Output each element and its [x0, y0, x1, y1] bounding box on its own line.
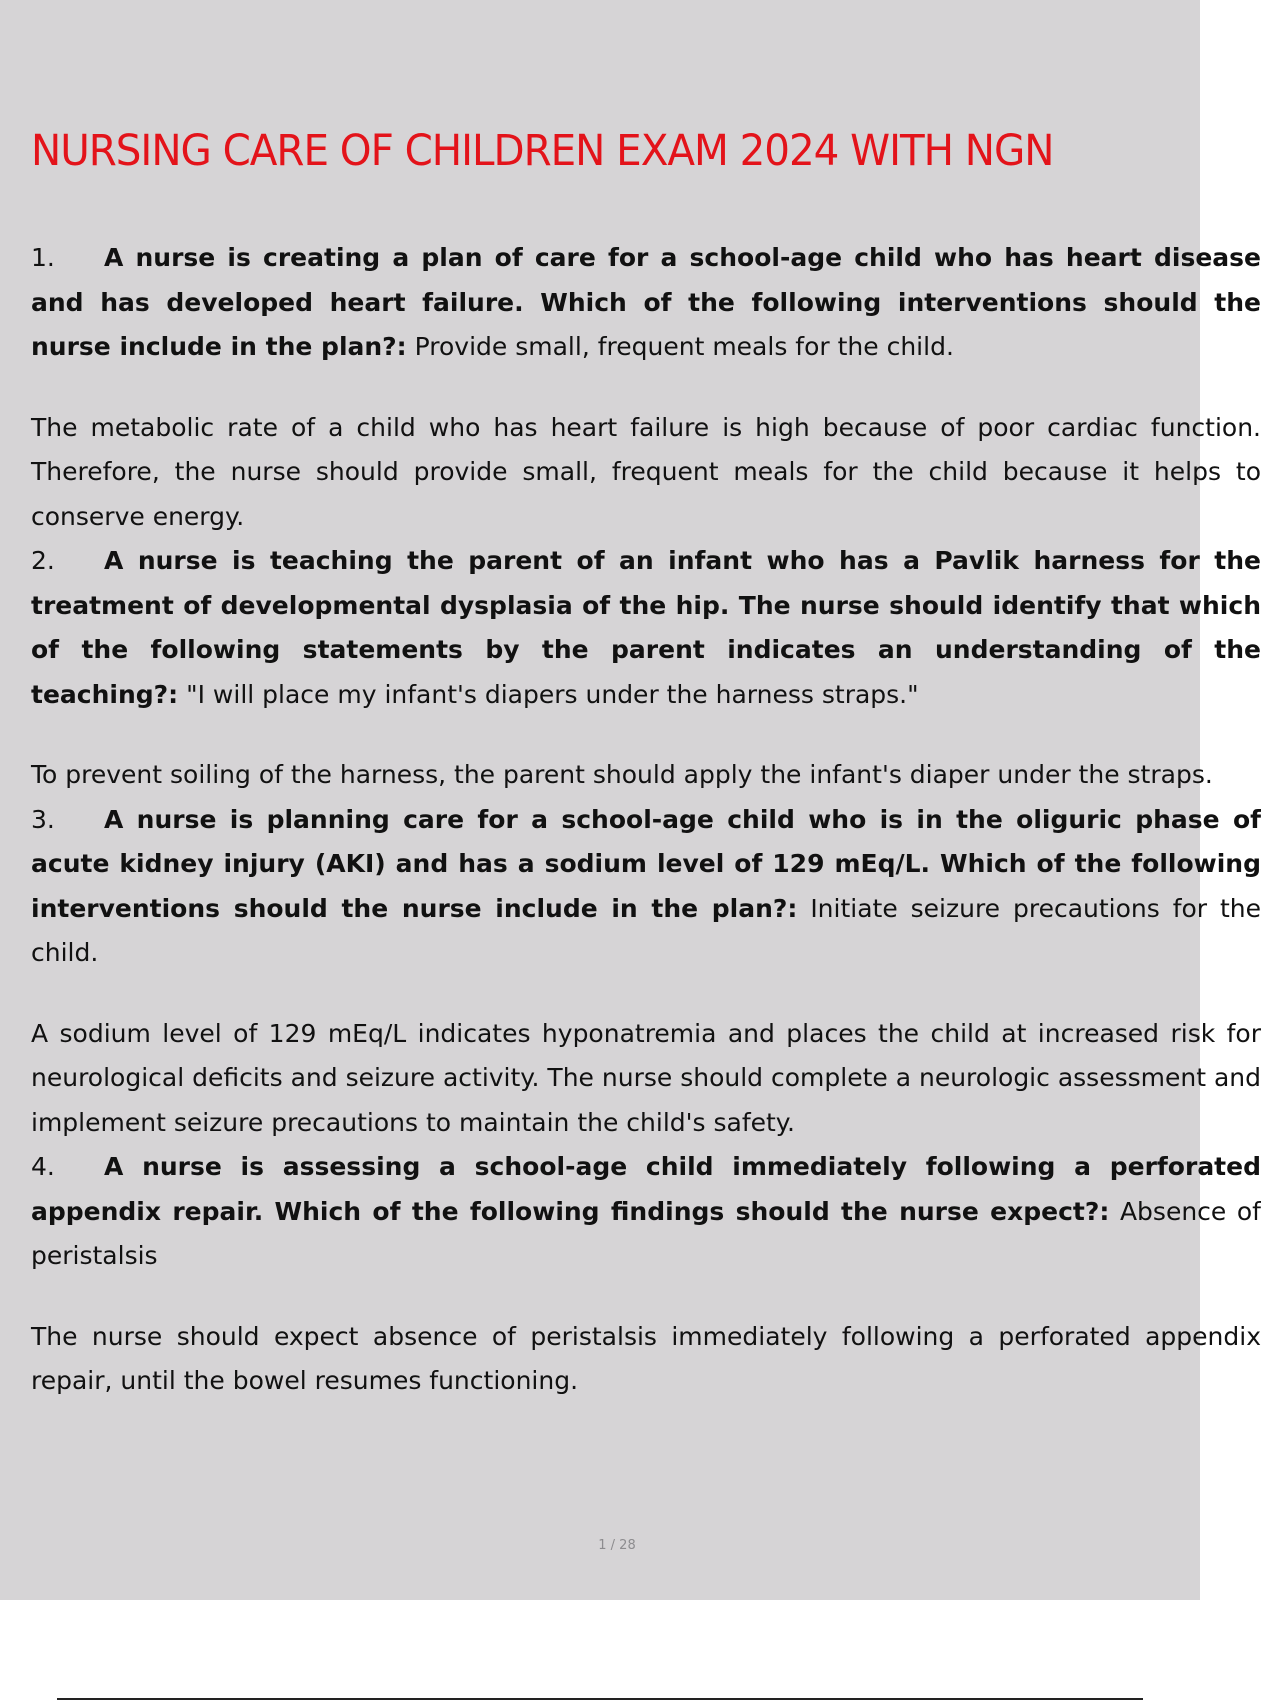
question-item	[31, 539, 1261, 798]
page-number: 1 / 28	[598, 1538, 636, 1553]
question-number: 1.	[31, 243, 55, 272]
question-item	[31, 1145, 1261, 1404]
question-text	[31, 1145, 1261, 1279]
question-text	[31, 798, 1261, 976]
question-number: 3.	[31, 804, 55, 834]
question-stem: A nurse is planning care for a school-age child who is in the oliguric phase of acute kidney injury (AKI) and has a sodium level of 129 mEq/L. Which of the following interventions should the nurse include in the plan?:	[31, 804, 1261, 923]
question-rationale: A sodium level of 129 mEq/L indicates hyponatremia and places the child at increased risk for neurological deficits and seizure activity. The nurse should complete a neurologic assessment and implement seizure precautions to maintain the child's safety.	[31, 1018, 1261, 1137]
question-rationale: The metabolic rate of a child who has heart failure is high because of poor cardiac function. Therefore, the nurse should provide small, frequent meals for the child because it helps to conserve energy.	[31, 412, 1261, 531]
question-answer: "I will place my infant's diapers under the harness straps."	[186, 679, 919, 709]
question-number: 4.	[31, 1152, 55, 1181]
question-number: 2.	[31, 546, 55, 575]
question-item	[31, 798, 1261, 1146]
question-stem: A nurse is assessing a school-age child immediately following a perforated appendix repair. Which of the following findings should the nurse expect?:	[31, 1152, 1261, 1226]
question-item	[31, 236, 1261, 539]
question-stem: A nurse is teaching the parent of an infant who has a Pavlik harness for the treatment of developmental dysplasia of the hip. The nurse should identify that which of the following statements by the parent indicates an understanding of the teaching?:	[31, 546, 1261, 709]
question-list	[31, 236, 1261, 1404]
question-text	[31, 539, 1261, 717]
question-answer: Absence of peristalsis	[31, 1196, 1261, 1270]
question-text	[31, 236, 1261, 370]
document-title: NURSING CARE OF CHILDREN EXAM 2024 WITH NGN	[31, 126, 1054, 176]
question-rationale: The nurse should expect absence of peristalsis immediately following a perforated appendix repair, until the bowel resumes functioning.	[31, 1321, 1261, 1395]
question-rationale: To prevent soiling of the harness, the parent should apply the infant's diaper under the straps.	[31, 760, 1213, 789]
question-answer: Provide small, frequent meals for the child.	[414, 332, 954, 361]
question-stem: A nurse is creating a plan of care for a school-age child who has heart disease and has developed heart failure. Which of the following interventions should the nurse include in the plan?:	[31, 243, 1261, 361]
question-answer: Initiate seizure precautions for the child.	[31, 893, 1261, 967]
